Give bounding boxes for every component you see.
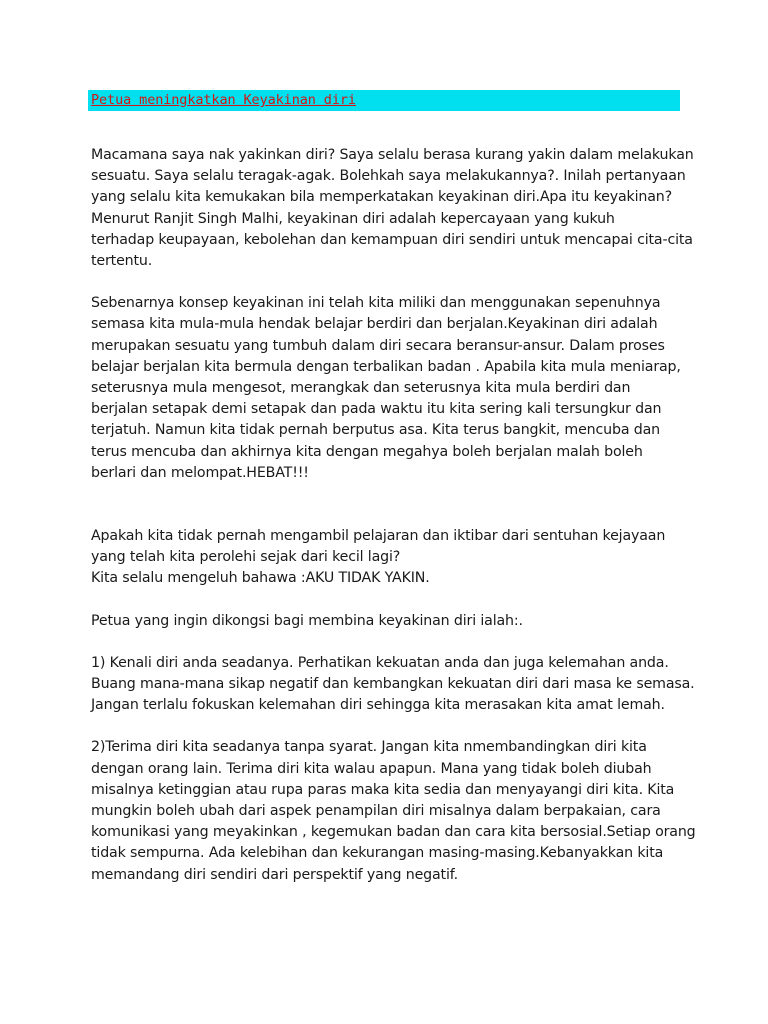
text-line: merupakan sesuatu yang tumbuh dalam diri secara beransur-ansur. Dalam proses — [91, 337, 665, 354]
text-line: berlari dan melompat.HEBAT!!! — [91, 464, 309, 481]
text-line: tertentu. — [91, 253, 153, 270]
text-line: tidak sempurna. Ada kelebihan dan kekurangan masing-masing.Kebanyakkan kita — [91, 845, 664, 862]
text-line: 2)Terima diri kita seadanya tanpa syarat. Jangan kita nmembandingkan diri kita — [91, 739, 647, 756]
paragraph-1 — [91, 145, 694, 272]
text-line: sesuatu. Saya selalu teragak-agak. Bolehkah saya melakukannya?. Inilah pertanyaan — [91, 168, 686, 185]
text-line: Buang mana-mana sikap negatif dan kembangkan kekuatan diri dari masa ke semasa. — [91, 676, 695, 693]
text-line: seterusnya mula mengesot, merangkak dan seterusnya kita mula berdiri dan — [91, 380, 631, 397]
text-line: terjatuh. Namun kita tidak pernah berputus asa. Kita terus bangkit, mencuba dan — [91, 422, 660, 439]
paragraph-5 — [91, 653, 695, 717]
text-line: Petua yang ingin dikongsi bagi membina keyakinan diri ialah:. — [91, 612, 523, 629]
text-line: belajar berjalan kita bermula dengan terbalikan badan . Apabila kita mula meniarap, — [91, 358, 681, 375]
text-line: Menurut Ranjit Singh Malhi, keyakinan diri adalah kepercayaan yang kukuh — [91, 210, 615, 227]
text-line: komunikasi yang meyakinkan , kegemukan badan dan cara kita bersosial.Setiap orang — [91, 824, 696, 841]
text-line: Macamana saya nak yakinkan diri? Saya selalu berasa kurang yakin dalam melakukan — [91, 147, 694, 163]
text-line: dengan orang lain. Terima diri kita walau apapun. Mana yang tidak boleh diubah — [91, 760, 652, 777]
text-line: Kita selalu mengeluh bahawa :AKU TIDAK YAKIN. — [91, 570, 430, 587]
document-body — [91, 145, 696, 886]
text-line: misalnya ketinggian atau rupa paras maka kita sedia dan menyayangi diri kita. Kita — [91, 781, 675, 798]
paragraph-4 — [91, 611, 691, 632]
paragraph-3 — [91, 526, 691, 590]
text-line: Jangan terlalu fokuskan kelemahan diri sehingga kita merasakan kita amat lemah. — [91, 697, 665, 714]
document-title: Petua meningkatkan Keyakinan diri — [91, 92, 356, 108]
text-line: 1) Kenali diri anda seadanya. Perhatikan kekuatan anda dan juga kelemahan anda. — [91, 654, 669, 671]
text-line: memandang diri sendiri dari perspektif yang negatif. — [91, 866, 458, 883]
paragraph-6 — [91, 737, 696, 885]
text-line: terhadap keupayaan, kebolehan dan kemampuan diri sendiri untuk mencapai cita-cita — [91, 231, 693, 248]
text-line: mungkin boleh ubah dari aspek penampilan diri misalnya dalam berpakaian, cara — [91, 803, 661, 820]
text-line: yang selalu kita kemukakan bila memperkatakan keyakinan diri.Apa itu keyakinan? — [91, 189, 672, 206]
text-line: Sebenarnya konsep keyakinan ini telah kita miliki dan menggunakan sepenuhnya — [91, 295, 661, 312]
text-line: Apakah kita tidak pernah mengambil pelajaran dan iktibar dari sentuhan kejayaan — [91, 528, 666, 545]
text-line: yang telah kita perolehi sejak dari kecil lagi? — [91, 549, 401, 566]
text-line: semasa kita mula-mula hendak belajar berdiri dan berjalan.Keyakinan diri adalah — [91, 316, 658, 333]
title-highlight-bar — [88, 90, 680, 111]
text-line: berjalan setapak demi setapak dan pada waktu itu kita sering kali tersungkur dan — [91, 401, 662, 418]
paragraph-2 — [91, 293, 691, 484]
text-line: terus mencuba dan akhirnya kita dengan megahya boleh berjalan malah boleh — [91, 443, 643, 460]
